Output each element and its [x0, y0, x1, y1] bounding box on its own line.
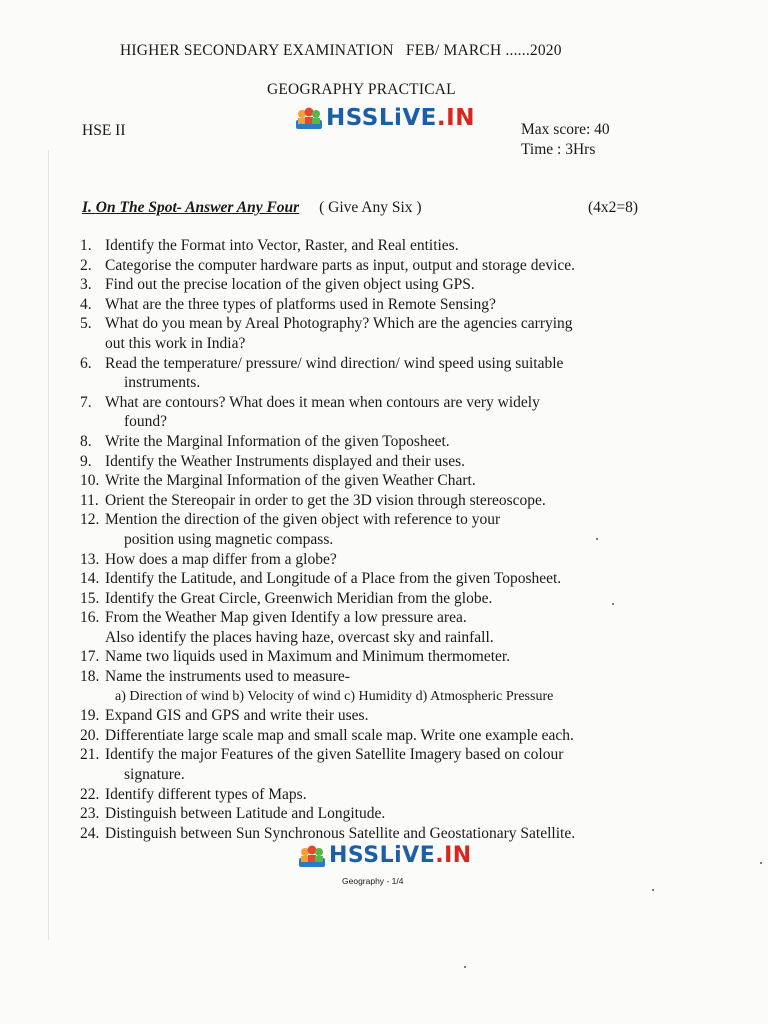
exam-title: HIGHER SECONDARY EXAMINATION FEB/ MARCH ......2020	[120, 42, 562, 59]
question-text: What do you mean by Areal Photography? Which are the agencies carrying	[105, 315, 573, 333]
question-text: Expand GIS and GPS and write their uses.	[105, 707, 369, 725]
question-number: 1.	[80, 237, 92, 254]
question-text: What are the three types of platforms used in Remote Sensing?	[105, 295, 496, 313]
question-item	[80, 569, 700, 589]
question-number: 12.	[80, 511, 100, 529]
question-number: 6.	[80, 354, 92, 372]
students-group-icon	[295, 106, 323, 130]
question-item	[80, 491, 700, 511]
question-text: Identify the Great Circle, Greenwich Meridian from the globe.	[105, 589, 493, 607]
question-number: 8.	[80, 432, 92, 450]
question-item	[80, 667, 700, 687]
question-text: Write the Marginal Information of the given Toposheet.	[105, 432, 450, 450]
question-text: Distinguish between Sun Synchronous Satellite and Geostationary Satellite.	[105, 824, 576, 842]
max-score: Max score: 40	[521, 121, 610, 138]
question-number: 18.	[80, 668, 100, 686]
question-item	[80, 824, 700, 844]
question-continuation: position using magnetic compass.	[124, 530, 334, 548]
page-number: Geography - 1/4	[342, 876, 404, 886]
scan-speck	[596, 538, 598, 540]
question-number: 17.	[80, 648, 100, 666]
question-number: 15.	[80, 589, 100, 607]
question-number: 19.	[80, 707, 100, 725]
question-number: 9.	[80, 452, 92, 470]
scan-speck	[612, 603, 614, 605]
page-margin-line	[48, 150, 49, 940]
question-text: Identify different types of Maps.	[105, 785, 307, 803]
section-marks: (4x2=8)	[588, 199, 639, 216]
question-item	[80, 256, 700, 276]
question-item	[80, 608, 700, 628]
question-text: Categorise the computer hardware parts as input, output and storage device.	[105, 256, 576, 274]
question-text: Find out the precise location of the given object using GPS.	[105, 276, 475, 294]
question-number: 24.	[80, 824, 100, 842]
question-item	[80, 647, 700, 667]
question-text: Identify the Weather Instruments displayed and their uses.	[105, 452, 466, 470]
hsslive-logo-bottom	[298, 843, 472, 868]
question-item	[80, 471, 700, 491]
question-continuation: instruments.	[124, 374, 201, 392]
question-text: How does a map differ from a globe?	[105, 550, 337, 568]
question-text: Distinguish between Latitude and Longitude.	[105, 805, 386, 823]
question-item	[80, 706, 700, 726]
question-number: 20.	[80, 726, 100, 744]
question-continuation: found?	[124, 413, 168, 431]
question-text: Identify the major Features of the given Satellite Imagery based on colour	[105, 746, 564, 764]
question-number: 5.	[80, 315, 92, 333]
question-text: Orient the Stereopair in order to get the 3D vision through stereoscope.	[105, 491, 546, 509]
logo-wordmark: HSSLiVE.IN	[326, 105, 475, 131]
question-text: Mention the direction of the given object with reference to your	[105, 511, 501, 529]
subject-title: GEOGRAPHY PRACTICAL	[267, 81, 456, 98]
question-item	[80, 550, 700, 570]
question-item	[80, 510, 700, 530]
question-item	[80, 745, 700, 765]
question-text: Read the temperature/ pressure/ wind direction/ wind speed using suitable	[105, 354, 564, 372]
question-item	[80, 275, 700, 295]
question-item	[80, 452, 700, 472]
question-item	[80, 393, 700, 413]
question-number: 13.	[80, 550, 100, 568]
question-continuation: Also identify the places having haze, overcast sky and rainfall.	[105, 628, 494, 646]
question-text: Differentiate large scale map and small scale map. Write one example each.	[105, 726, 574, 744]
question-item	[80, 589, 700, 609]
question-number: 23.	[80, 805, 100, 823]
question-continuation: out this work in India?	[105, 334, 246, 352]
class-label: HSE II	[82, 122, 126, 139]
question-number: 21.	[80, 746, 100, 764]
question-continuation: signature.	[124, 766, 185, 784]
question-item	[80, 785, 700, 805]
question-text: Name two liquids used in Maximum and Minimum thermometer.	[105, 648, 511, 666]
question-item	[80, 726, 700, 746]
question-text: Write the Marginal Information of the given Weather Chart.	[105, 472, 476, 490]
question-number: 2.	[80, 256, 92, 274]
question-list	[80, 236, 700, 843]
students-group-icon	[298, 844, 326, 868]
scan-speck	[464, 966, 466, 968]
question-item	[80, 314, 700, 334]
question-number: 10.	[80, 472, 100, 490]
question-text: What are contours? What does it mean when contours are very widely	[105, 393, 540, 411]
question-item	[80, 432, 700, 452]
hsslive-logo-top	[295, 105, 475, 131]
logo-wordmark: HSSLiVE.IN	[329, 843, 472, 868]
question-number: 22.	[80, 785, 100, 803]
question-text: Name the instruments used to measure-	[105, 668, 350, 686]
section-heading-row	[82, 199, 422, 217]
section-note: ( Give Any Six )	[319, 199, 422, 216]
question-item	[80, 236, 700, 256]
exam-time: Time : 3Hrs	[521, 141, 596, 158]
question-number: 7.	[80, 393, 92, 411]
question-text: Identify the Format into Vector, Raster, and Real entities.	[105, 237, 459, 254]
question-item	[80, 295, 700, 315]
question-item	[80, 354, 700, 374]
question-text: From the Weather Map given Identify a low pressure area.	[105, 609, 467, 627]
question-text: Identify the Latitude, and Longitude of a Place from the given Toposheet.	[105, 570, 562, 588]
question-number: 11.	[80, 491, 99, 509]
section-heading: I. On The Spot- Answer Any Four	[82, 199, 300, 216]
question-number: 14.	[80, 570, 100, 588]
question-number: 4.	[80, 295, 92, 313]
question-number: 16.	[80, 609, 100, 627]
question-number: 3.	[80, 276, 92, 294]
question-continuation: a) Direction of wind b) Velocity of wind c) Humidity d) Atmospheric Pressure	[115, 688, 554, 704]
question-item	[80, 804, 700, 824]
scan-speck	[760, 862, 762, 864]
scan-speck	[652, 889, 654, 891]
